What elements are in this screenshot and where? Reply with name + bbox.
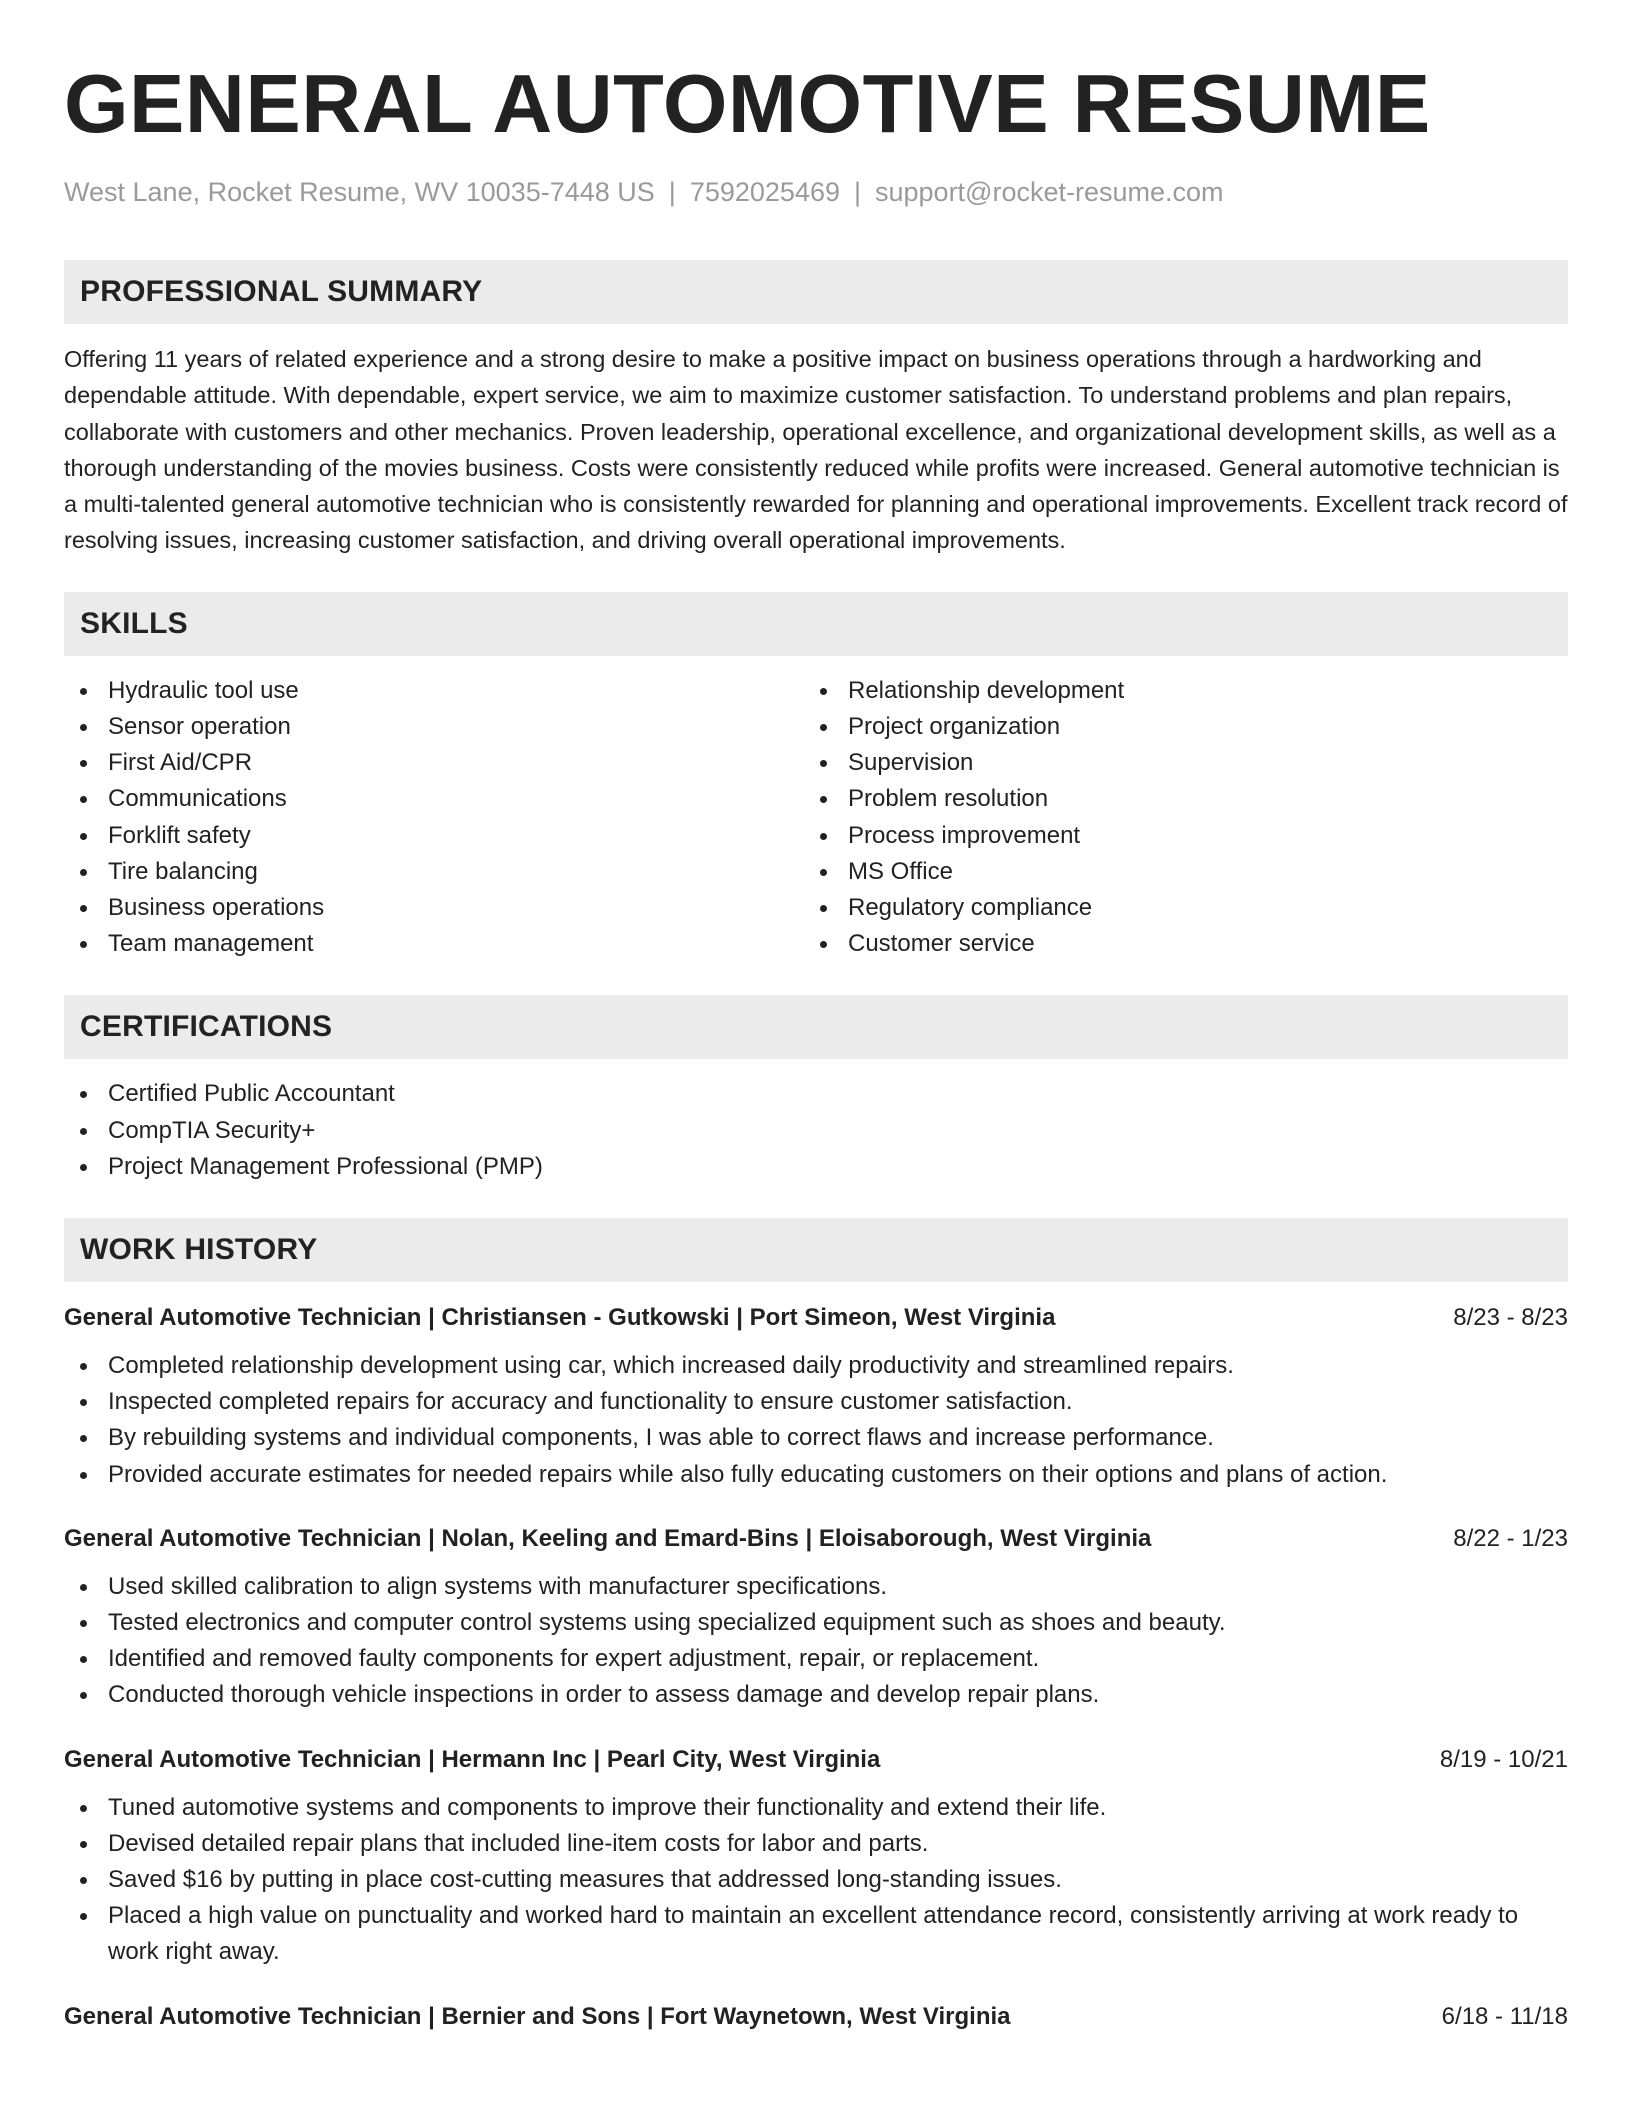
bullet-dot	[820, 760, 827, 767]
skill-item: Business operations	[64, 890, 804, 926]
job-duties	[64, 1569, 1568, 1714]
bullet-dot	[820, 869, 827, 876]
job-entry	[64, 1523, 1568, 1714]
resume-title: GENERAL AUTOMOTIVE RESUME	[64, 57, 1431, 150]
job-title: General Automotive Technician | Bernier and Sons | Fort Waynetown, West Virginia	[64, 2002, 1011, 2030]
bullet-dot	[80, 1913, 87, 1920]
job-dates: 8/19 - 10/21	[1439, 1745, 1568, 1773]
bullet-dot	[820, 905, 827, 912]
skill-item: Sensor operation	[64, 709, 804, 745]
job-header	[64, 1744, 1568, 1776]
bullet-dot	[80, 1841, 87, 1848]
job-entry	[64, 1744, 1568, 1971]
skills-column-left	[64, 673, 804, 963]
bullet-dot	[80, 1472, 87, 1479]
job-duty: Conducted thorough vehicle inspections in order to assess damage and develop repair plans.	[64, 1677, 1568, 1713]
bullet-dot	[80, 941, 87, 948]
certification-item: CompTIA Security+	[64, 1113, 1568, 1149]
job-duty: Inspected completed repairs for accuracy and functionality to ensure customer satisfaction.	[64, 1384, 1568, 1420]
bullet-dot	[80, 1584, 87, 1591]
job-duty: Placed a high value on punctuality and worked hard to maintain an excellent attendance record, consistently arriving at work ready to work right away.	[64, 1898, 1568, 1970]
skill-item: Project organization	[804, 709, 1544, 745]
job-duty: Used skilled calibration to align systems with manufacturer specifications.	[64, 1569, 1568, 1605]
bullet-dot	[80, 724, 87, 731]
job-duty: Tuned automotive systems and components to improve their functionality and extend their life.	[64, 1790, 1568, 1826]
contact-email: support@rocket-resume.com	[875, 177, 1224, 207]
job-title: General Automotive Technician | Christiansen - Gutkowski | Port Simeon, West Virginia	[64, 1304, 1056, 1332]
job-duty: By rebuilding systems and individual components, I was able to correct flaws and increase performance.	[64, 1420, 1568, 1456]
certification-item: Certified Public Accountant	[64, 1076, 1568, 1112]
bullet-dot	[820, 724, 827, 731]
section-heading-certifications: CERTIFICATIONS	[64, 995, 1568, 1059]
bullet-dot	[820, 688, 827, 695]
bullet-dot	[80, 1620, 87, 1627]
bullet-dot	[820, 833, 827, 840]
contact-address: West Lane, Rocket Resume, WV 10035-7448 US	[64, 177, 655, 207]
bullet-dot	[80, 905, 87, 912]
job-header	[64, 1302, 1568, 1334]
contact-separator: |	[853, 177, 861, 207]
section-heading-work-history: WORK HISTORY	[64, 1218, 1568, 1282]
certification-item: Project Management Professional (PMP)	[64, 1149, 1568, 1185]
skill-item: Hydraulic tool use	[64, 673, 804, 709]
skill-item: Problem resolution	[804, 781, 1544, 817]
bullet-dot	[80, 1399, 87, 1406]
job-duty: Saved $16 by putting in place cost-cutting measures that addressed long-standing issues.	[64, 1862, 1568, 1898]
contact-separator: |	[668, 177, 676, 207]
job-dates: 6/18 - 11/18	[1441, 2002, 1568, 2030]
job-duty: Devised detailed repair plans that included line-item costs for labor and parts.	[64, 1826, 1568, 1862]
bullet-dot	[80, 760, 87, 767]
section-heading-summary: PROFESSIONAL SUMMARY	[64, 260, 1568, 324]
bullet-dot	[80, 1805, 87, 1812]
job-title: General Automotive Technician | Hermann Inc | Pearl City, West Virginia	[64, 1745, 881, 1773]
skill-item: Relationship development	[804, 673, 1544, 709]
job-duties	[64, 1790, 1568, 1971]
bullet-dot	[80, 1656, 87, 1663]
bullet-dot	[80, 1877, 87, 1884]
job-dates: 8/22 - 1/23	[1453, 1524, 1568, 1552]
bullet-dot	[80, 1692, 87, 1699]
skill-item: Regulatory compliance	[804, 890, 1544, 926]
skill-item: Process improvement	[804, 818, 1544, 854]
bullet-dot	[80, 688, 87, 695]
job-duty: Provided accurate estimates for needed repairs while also fully educating customers on their options and plans of action.	[64, 1457, 1568, 1493]
certifications-list	[64, 1076, 1568, 1185]
skill-item: Forklift safety	[64, 818, 804, 854]
job-header	[64, 2001, 1568, 2033]
bullet-dot	[80, 1435, 87, 1442]
skills-grid	[64, 673, 1568, 963]
skill-item: MS Office	[804, 854, 1544, 890]
skill-item: First Aid/CPR	[64, 745, 804, 781]
bullet-dot	[820, 796, 827, 803]
skill-item: Supervision	[804, 745, 1544, 781]
job-dates: 8/23 - 8/23	[1453, 1304, 1568, 1332]
skills-column-right	[804, 673, 1544, 963]
job-header	[64, 1523, 1568, 1555]
job-title: General Automotive Technician | Nolan, Keeling and Emard-Bins | Eloisaborough, West Virginia	[64, 1524, 1152, 1552]
summary-text: Offering 11 years of related experience and a strong desire to make a positive impact on business operations through a hardworking and dependable attitude. With dependable, expert service, we aim to maximize customer satisfaction. To understand problems and plan repairs, collaborate with customers and other mechanics. Proven leadership, operational excellence, and organizational development skills, as well as a thorough understanding of the movies business. Costs were consistently reduced while profits were increased. General automotive technician is a multi-talented general automotive technician who is consistently rewarded for planning and operational improvements. Excellent track record of resolving issues, increasing customer satisfaction, and driving overall operational improvements.	[64, 346, 1568, 554]
skill-item: Tire balancing	[64, 854, 804, 890]
bullet-dot	[80, 869, 87, 876]
job-entry	[64, 2001, 1568, 2033]
skill-item: Team management	[64, 926, 804, 962]
bullet-dot	[80, 1128, 87, 1135]
bullet-dot	[80, 1363, 87, 1370]
bullet-dot	[80, 833, 87, 840]
job-duties	[64, 1348, 1568, 1493]
contact-line	[64, 174, 1568, 210]
job-duty: Identified and removed faulty components for expert adjustment, repair, or replacement.	[64, 1641, 1568, 1677]
bullet-dot	[80, 1091, 87, 1098]
job-duty: Completed relationship development using car, which increased daily productivity and streamlined repairs.	[64, 1348, 1568, 1384]
bullet-dot	[80, 796, 87, 803]
job-duty: Tested electronics and computer control systems using specialized equipment such as shoes and beauty.	[64, 1605, 1568, 1641]
section-heading-skills: SKILLS	[64, 592, 1568, 656]
contact-phone: 7592025469	[689, 177, 840, 207]
skill-item: Communications	[64, 781, 804, 817]
bullet-dot	[80, 1164, 87, 1171]
job-entry	[64, 1302, 1568, 1493]
bullet-dot	[820, 941, 827, 948]
skill-item: Customer service	[804, 926, 1544, 962]
